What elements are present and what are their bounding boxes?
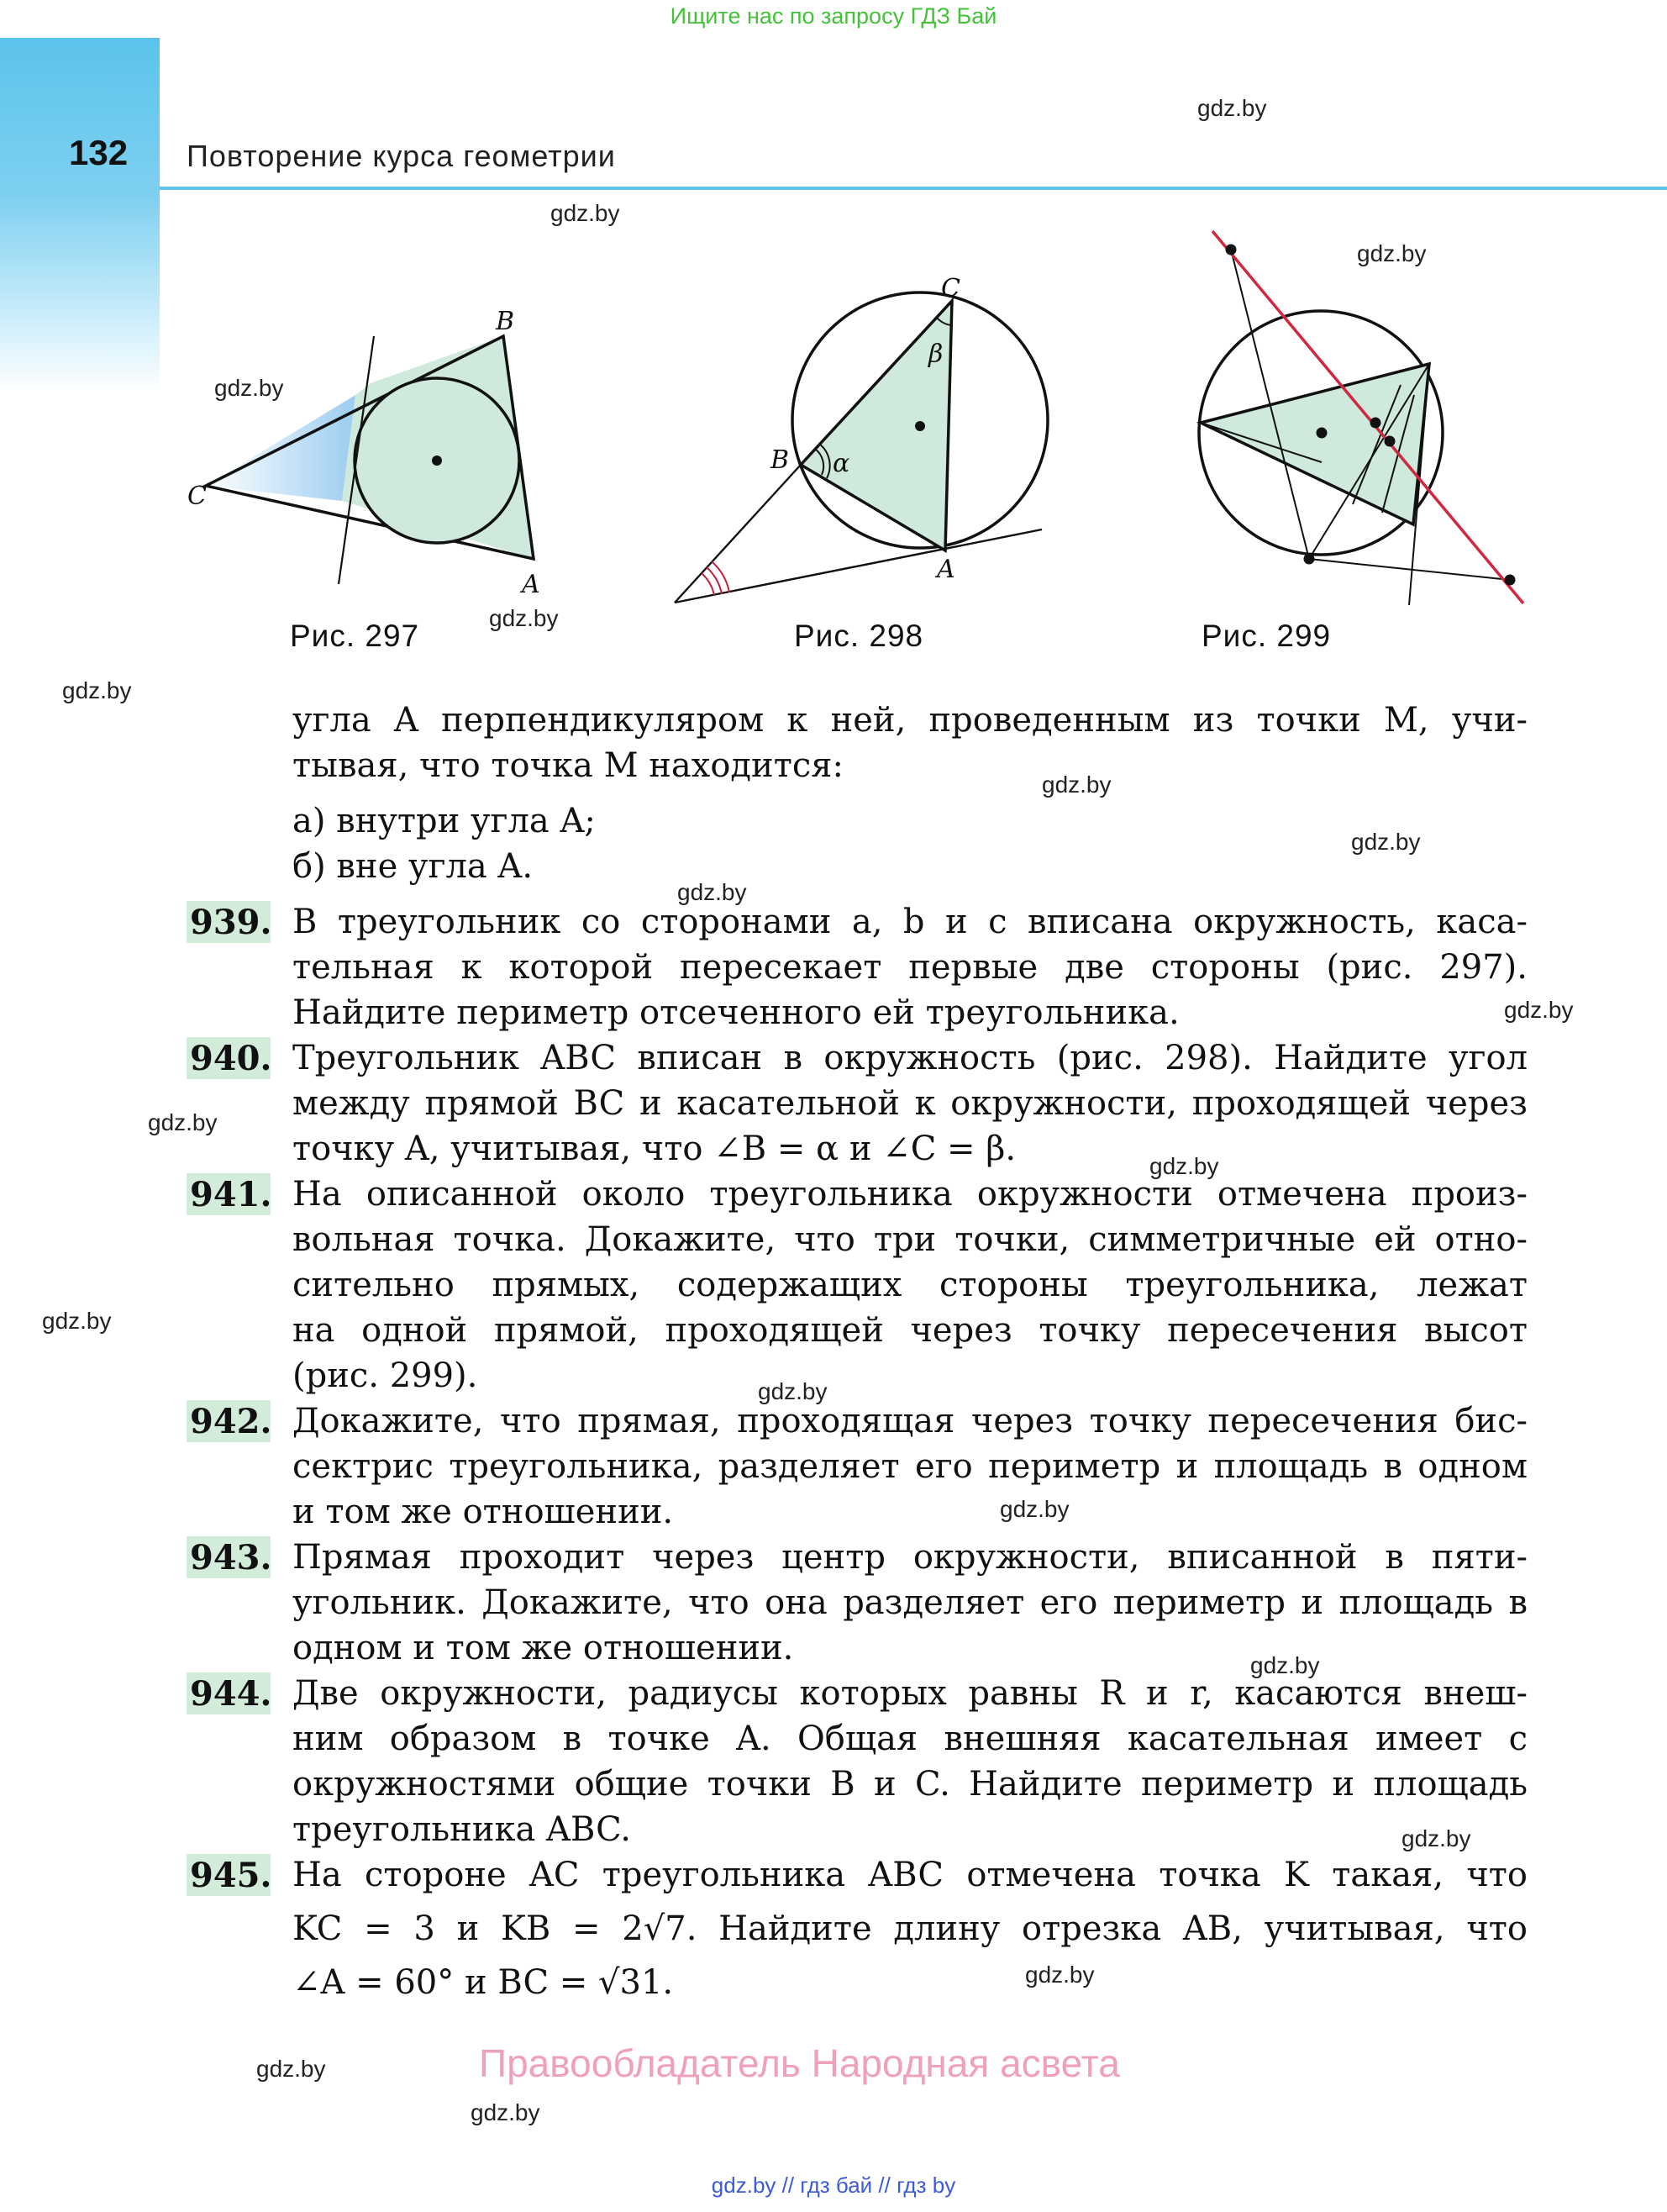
watermark: gdz.by [214,375,284,401]
watermark: gdz.by [1401,1825,1471,1851]
top-banner: Ищите нас по запросу ГДЗ Бай [670,3,997,29]
intro-item-b: б) вне угла A. [292,847,534,886]
label-c: C [941,274,960,303]
intro-line: тывая, что точка M находится: [292,746,844,785]
problem-line: точку A, учитывая, что ∠B = α и ∠C = β. [292,1130,1017,1168]
figure-297 [181,303,567,605]
problem-line: В треугольник со сторонами a, b и c вписана окружность, каса- [292,903,1528,941]
figure-298 [668,273,1054,618]
figure-297-caption: Рис. 297 [290,619,420,653]
watermark: gdz.by [42,1308,112,1334]
watermark: gdz.by [758,1378,828,1404]
problem-number: 939. [187,901,271,943]
problem-line: ним образом в точке A. Общая внешняя касательная имеет с [292,1720,1528,1758]
problem-line: На описанной около треугольника окружности отмечена произ- [292,1175,1528,1214]
label-b: B [770,445,790,475]
problem-number: 940. [187,1037,271,1079]
problem-line: на одной прямой, проходящей через точку пересечения высот [292,1311,1528,1350]
label-alpha: α [833,449,850,478]
watermark: gdz.by [148,1109,218,1135]
problem-line: вольная точка. Докажите, что три точки, симметричные ей отно- [292,1220,1528,1259]
figure-299-caption: Рис. 299 [1202,619,1332,653]
problem-number: 943. [187,1536,271,1578]
figure-298-caption: Рис. 298 [794,619,924,653]
problem-line: Две окружности, радиусы которых равны R и r, касаются внеш- [292,1674,1528,1713]
label-b: B [496,307,515,336]
watermark: gdz.by [677,879,747,905]
problem-number: 941. [187,1173,271,1215]
watermark: gdz.by [1357,240,1427,266]
copyright-holder: Правообладатель Народная асвета [479,2041,1120,2085]
page-title: Повторение курса геометрии [187,139,616,173]
problem-number: 944. [187,1672,271,1714]
problem-line: KC = 3 и KB = 2√7. Найдите длину отрезка AB, учитывая, что [292,1909,1528,1948]
header-divider [160,187,1667,190]
watermark: gdz.by [1351,829,1421,855]
watermark: gdz.by [1250,1652,1320,1678]
watermark: gdz.by [550,200,620,226]
problem-line: Найдите периметр отсеченного ей треугольника. [292,993,1180,1032]
problem-line: угольник. Докажите, что она разделяет его периметр и площадь в [292,1583,1528,1622]
problem-line: Прямая проходит через центр окружности, вписанной в пяти- [292,1538,1528,1577]
problem-number: 942. [187,1400,271,1442]
watermark: gdz.by [256,2056,326,2082]
watermark: gdz.by [1025,1962,1095,1988]
watermark: gdz.by [471,2099,540,2125]
problem-line: и том же отношении. [292,1493,674,1531]
problem-line: между прямой BC и касательной к окружности, проходящей через [292,1084,1528,1123]
label-beta: β [928,340,944,369]
watermark: gdz.by [1504,997,1574,1023]
label-a: A [937,555,955,584]
side-color-strip [0,38,160,391]
problem-line: тельная к которой пересекает первые две стороны (рис. 297). [292,948,1528,987]
intro-line: угла A перпендикуляром к ней, проведенным из точки M, учи- [292,701,1528,740]
watermark: gdz.by [1000,1496,1070,1522]
problem-line: Докажите, что прямая, проходящая через точку пересечения бис- [292,1402,1528,1440]
problem-line: треугольника ABC. [292,1810,631,1849]
problem-line: сектрис треугольника, разделяет его периметр и площадь в одном [292,1447,1528,1486]
intro-item-a: а) внутри угла A; [292,802,596,840]
watermark: gdz.by [62,677,132,703]
problem-line: ∠A = 60° и BC = √31. [292,1963,674,2002]
page-number: 132 [69,133,129,172]
watermark: gdz.by [1197,95,1267,121]
problem-line: сительно прямых, содержащих стороны треугольника, лежат [292,1266,1528,1304]
watermark: gdz.by [1042,772,1112,798]
problem-line: Треугольник ABC вписан в окружность (рис. 298). Найдите угол [292,1039,1528,1077]
label-c: C [187,482,207,511]
problem-line: (рис. 299). [292,1356,478,1395]
problem-number: 945. [187,1854,271,1896]
footer-links[interactable]: gdz.by // гдз бай // гдз by [711,2172,956,2198]
label-a: A [522,570,540,599]
watermark: gdz.by [1149,1153,1219,1179]
figure-299 [1181,219,1533,614]
watermark: gdz.by [489,605,559,631]
problem-line: окружностями общие точки B и C. Найдите периметр и площадь [292,1765,1528,1804]
problem-line: На стороне AC треугольника ABC отмечена точка K такая, что [292,1856,1528,1894]
problem-line: одном и том же отношении. [292,1629,794,1667]
